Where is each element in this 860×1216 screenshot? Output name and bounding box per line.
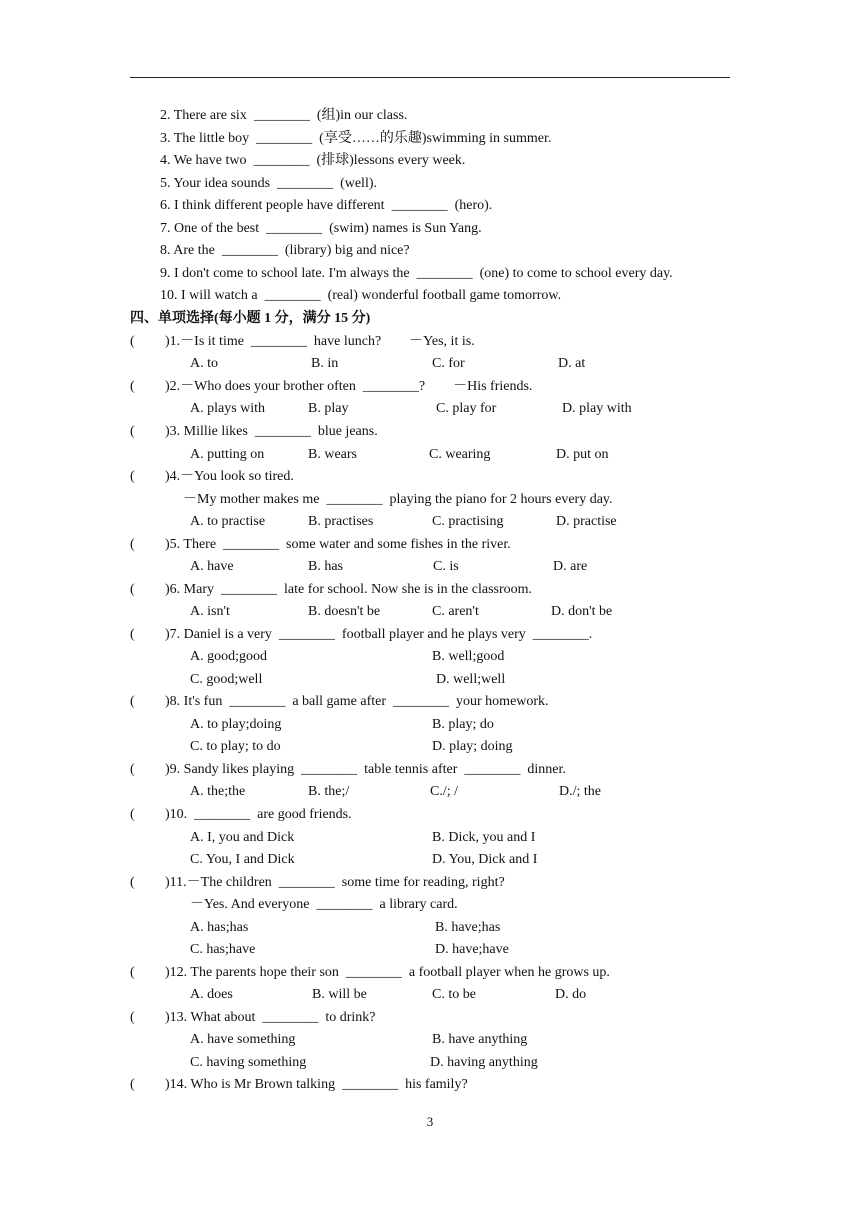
option-c: C. to be <box>432 987 476 1002</box>
answer-bracket: ( <box>130 537 135 552</box>
option-b: B. wears <box>308 447 357 462</box>
fill-item: 5. Your idea sounds ________ (well). <box>160 176 377 191</box>
question-stem: )1.－Is it time ________ have lunch? －Yes, it is. <box>165 334 475 349</box>
fill-item: 9. I don't come to school late. I'm always the ________ (one) to come to school every day. <box>160 266 673 281</box>
option-b: B. play; do <box>432 717 494 732</box>
question-continuation: －My mother makes me ________ playing the piano for 2 hours every day. <box>183 492 613 507</box>
question-continuation: －Yes. And everyone ________ a library card. <box>190 897 458 912</box>
header-rule <box>130 77 730 78</box>
option-d: D. You, Dick and I <box>432 852 538 867</box>
question-stem: )3. Millie likes ________ blue jeans. <box>165 424 378 439</box>
option-d: D. are <box>553 559 588 574</box>
answer-bracket: ( <box>130 1077 135 1092</box>
option-a: A. the;the <box>190 784 246 799</box>
option-b: B. the;/ <box>308 784 350 799</box>
question-stem: )13. What about ________ to drink? <box>165 1010 376 1025</box>
answer-bracket: ( <box>130 875 135 890</box>
option-b: B. play <box>308 401 349 416</box>
option-c: C. practising <box>432 514 504 529</box>
question-stem: )4.－You look so tired. <box>165 469 294 484</box>
question-stem: )14. Who is Mr Brown talking ________ his family? <box>165 1077 468 1092</box>
question-stem: )10. ________ are good friends. <box>165 807 352 822</box>
fill-item: 8. Are the ________ (library) big and nice? <box>160 243 410 258</box>
page-number: 3 <box>426 1114 434 1129</box>
question-stem: )5. There ________ some water and some fishes in the river. <box>165 537 511 552</box>
answer-bracket: ( <box>130 582 135 597</box>
fill-item: 6. I think different people have different ________ (hero). <box>160 198 493 213</box>
answer-bracket: ( <box>130 424 135 439</box>
option-b: B. will be <box>312 987 367 1002</box>
fill-item: 4. We have two ________ (排球)lessons every week. <box>160 153 466 168</box>
option-a: A. has;has <box>190 920 249 935</box>
answer-bracket: ( <box>130 807 135 822</box>
option-b: B. in <box>311 356 339 371</box>
option-a: A. I, you and Dick <box>190 830 295 845</box>
option-d: D. play; doing <box>432 739 513 754</box>
option-c: C. aren't <box>432 604 479 619</box>
option-d: D. well;well <box>436 672 506 687</box>
option-a: A. good;good <box>190 649 267 664</box>
question-stem: )9. Sandy likes playing ________ table tennis after ________ dinner. <box>165 762 566 777</box>
option-c: C. has;have <box>190 942 256 957</box>
option-c: C. having something <box>190 1055 307 1070</box>
option-a: A. have something <box>190 1032 296 1047</box>
option-d: D./; the <box>559 784 601 799</box>
option-a: A. have <box>190 559 234 574</box>
option-b: B. doesn't be <box>308 604 381 619</box>
option-b: B. have anything <box>432 1032 528 1047</box>
option-c: C. You, I and Dick <box>190 852 295 867</box>
question-stem: )2.－Who does your brother often ________? －His friends. <box>165 379 533 394</box>
answer-bracket: ( <box>130 469 135 484</box>
question-stem: )8. It's fun ________ a ball game after ________ your homework. <box>165 694 549 709</box>
option-d: D. do <box>555 987 587 1002</box>
option-a: A. to practise <box>190 514 266 529</box>
option-b: B. has <box>308 559 343 574</box>
option-d: D. practise <box>556 514 617 529</box>
option-c: C. for <box>432 356 465 371</box>
section-heading: 四、单项选择(每小题 1 分，满分 15 分) <box>130 311 371 326</box>
question-stem: )6. Mary ________ late for school. Now she is in the classroom. <box>165 582 533 597</box>
option-d: D. don't be <box>551 604 613 619</box>
option-d: D. having anything <box>430 1055 538 1070</box>
option-c: C./; / <box>430 784 459 799</box>
option-c: C. is <box>433 559 459 574</box>
option-a: A. isn't <box>190 604 230 619</box>
option-b: B. have;has <box>435 920 501 935</box>
fill-item: 3. The little boy ________ (享受……的乐趣)swimming in summer. <box>160 131 552 146</box>
answer-bracket: ( <box>130 627 135 642</box>
option-a: A. putting on <box>190 447 265 462</box>
option-c: C. good;well <box>190 672 263 687</box>
option-c: C. to play; to do <box>190 739 281 754</box>
fill-item: 2. There are six ________ (组)in our class. <box>160 108 408 123</box>
option-b: B. well;good <box>432 649 505 664</box>
question-stem: )12. The parents hope their son ________ a football player when he grows up. <box>165 965 610 980</box>
option-a: A. does <box>190 987 233 1002</box>
answer-bracket: ( <box>130 1010 135 1025</box>
answer-bracket: ( <box>130 965 135 980</box>
question-stem: )11.－The children ________ some time for reading, right? <box>165 875 505 890</box>
answer-bracket: ( <box>130 762 135 777</box>
option-c: C. wearing <box>429 447 491 462</box>
option-d: D. at <box>558 356 586 371</box>
option-d: D. play with <box>562 401 632 416</box>
fill-item: 7. One of the best ________ (swim) names is Sun Yang. <box>160 221 482 236</box>
answer-bracket: ( <box>130 694 135 709</box>
fill-item: 10. I will watch a ________ (real) wonderful football game tomorrow. <box>160 288 562 303</box>
option-c: C. play for <box>436 401 497 416</box>
option-d: D. put on <box>556 447 609 462</box>
option-a: A. plays with <box>190 401 266 416</box>
option-a: A. to <box>190 356 218 371</box>
option-d: D. have;have <box>435 942 509 957</box>
question-stem: )7. Daniel is a very ________ football player and he plays very ________. <box>165 627 593 642</box>
answer-bracket: ( <box>130 334 135 349</box>
option-a: A. to play;doing <box>190 717 282 732</box>
option-b: B. Dick, you and I <box>432 830 536 845</box>
option-b: B. practises <box>308 514 374 529</box>
answer-bracket: ( <box>130 379 135 394</box>
